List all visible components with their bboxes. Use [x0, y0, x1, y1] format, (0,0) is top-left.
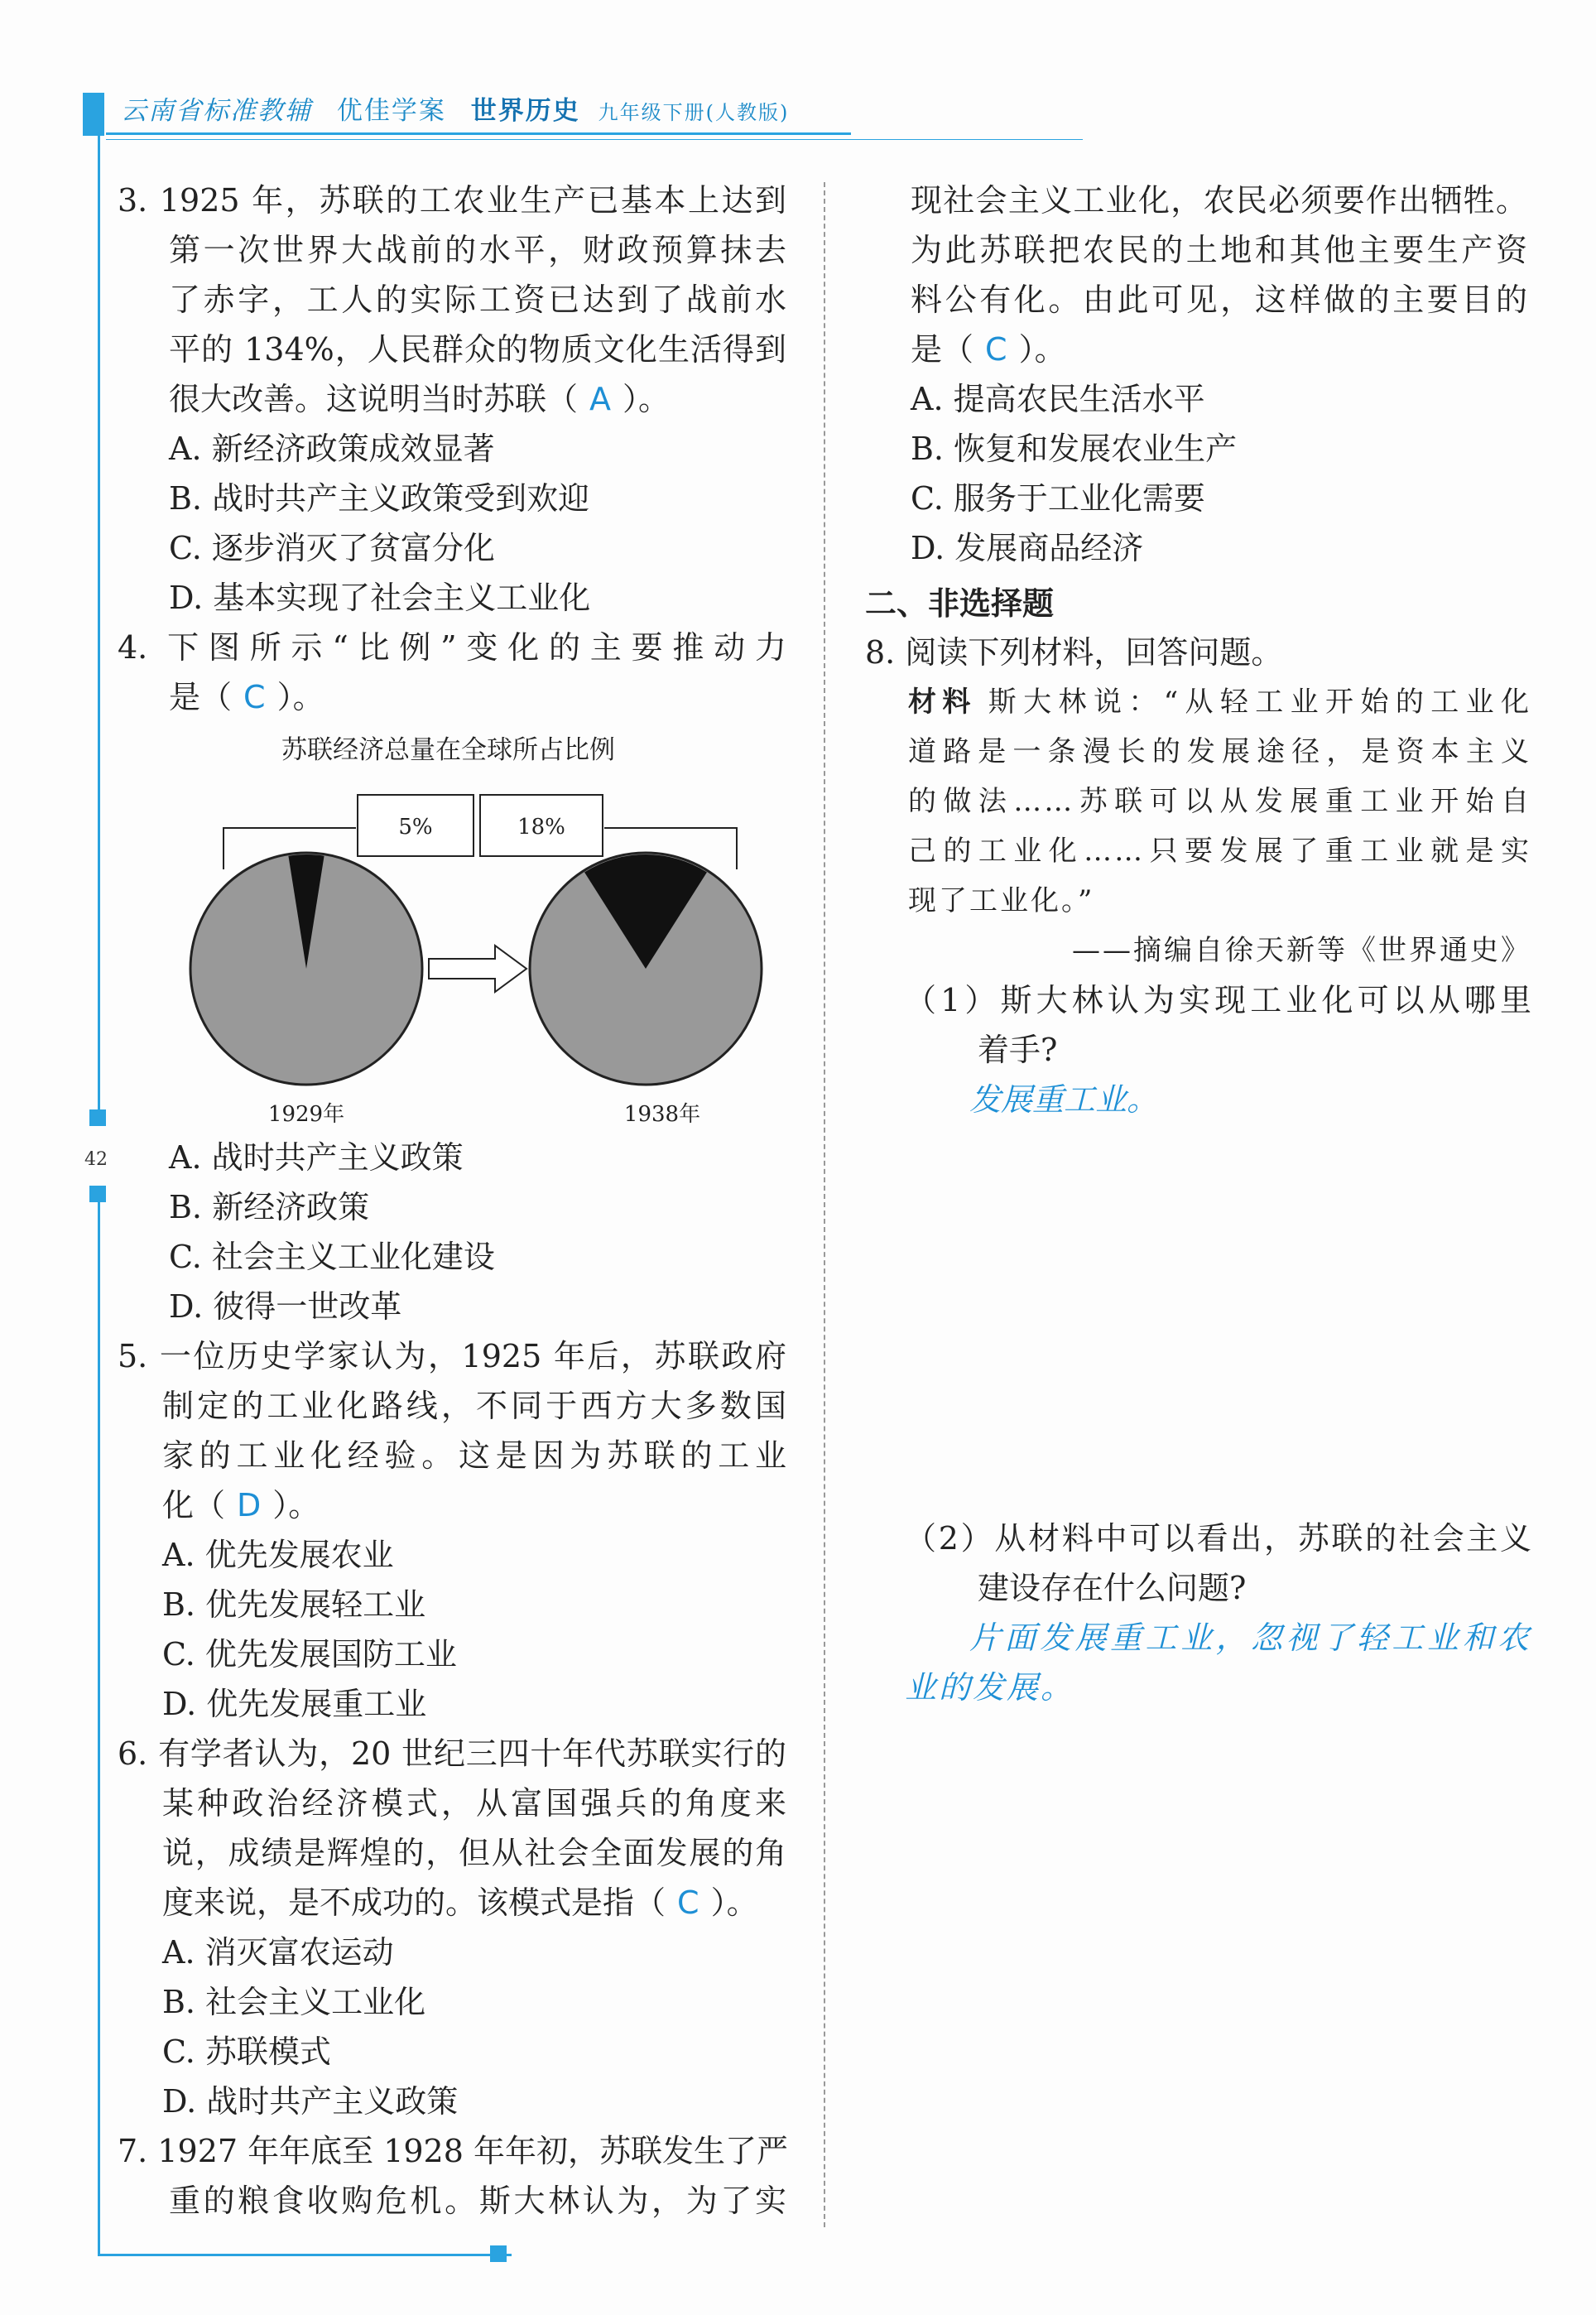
material-source: ——摘编自徐天新等《世界通史》 [1072, 934, 1531, 967]
chart-title: 苏联经济总量在全球所占比例 [281, 735, 615, 765]
pie-value-label-1929: 5% [398, 815, 433, 840]
option-a: A. 提高农民生活水平 [911, 381, 1205, 417]
question-text-line [162, 1480, 786, 1530]
stem-text: 很大改善。这说明当时苏联（ [169, 381, 579, 417]
header-rule-thin [106, 139, 1083, 140]
option-c: C. 苏联模式 [162, 2033, 331, 2070]
column-divider [824, 182, 825, 2227]
question-text-line: 3. 1925 年，苏联的工农业生产已基本上达到 [118, 182, 786, 219]
question-5 [118, 1331, 786, 1729]
option-b: B. 新经济政策 [169, 1189, 370, 1225]
option-c: C. 优先发展国防工业 [162, 1636, 457, 1672]
material-line: 的做法……苏联可以从发展重工业开始自 [908, 785, 1531, 818]
sub-question-text: 建设存在什么问题? [978, 1570, 1247, 1606]
pie-year-label-1938: 1938年 [623, 1102, 701, 1127]
material-line: 现了工业化。” [908, 884, 1095, 917]
answer-choice: D [237, 1487, 262, 1523]
sub-question-2 [905, 1514, 1531, 1712]
bottom-marker [490, 2245, 507, 2262]
answer-choice: C [677, 1884, 699, 1921]
section-title: 二、非选择题 [865, 585, 1055, 622]
option-a: A. 战时共产主义政策 [169, 1139, 464, 1176]
stem-text: ）。 [710, 1884, 758, 1921]
handwritten-answer: 业的发展。 [905, 1669, 1075, 1706]
answer-choice: C [985, 331, 1007, 368]
question-text-line: 某种政治经济模式，从富国强兵的角度来 [162, 1785, 786, 1822]
pie-chart [166, 770, 795, 1143]
pie-value-label-1938: 18% [517, 815, 565, 840]
option-a: A. 优先发展农业 [162, 1537, 394, 1573]
question-text-line [911, 325, 1527, 374]
option-d: D. 基本实现了社会主义工业化 [169, 580, 591, 616]
question-7-continued [911, 176, 1527, 573]
header-series: 云南省标准教辅 [121, 96, 312, 126]
question-3 [118, 176, 786, 623]
question-text-line [118, 672, 786, 722]
question-text-line: 重的粮食收购危机。斯大林认为，为了实 [169, 2183, 786, 2219]
side-rule-top [98, 132, 100, 1118]
question-4-options [169, 1133, 786, 1331]
option-b: B. 优先发展轻工业 [162, 1586, 426, 1623]
option-b: B. 恢复和发展农业生产 [911, 431, 1238, 467]
question-text-line: 料公有化。由此可见，这样做的主要目的 [911, 282, 1527, 318]
question-text-line: 5. 一位历史学家认为，1925 年后，苏联政府 [118, 1338, 786, 1374]
question-text-line: 了赤字，工人的实际工资已达到了战前水 [169, 282, 786, 318]
stem-text: 是（ [169, 679, 233, 715]
question-6 [118, 1729, 786, 2126]
handwritten-answer: 片面发展重工业，忽视了轻工业和农 [969, 1620, 1531, 1656]
header-rule [106, 132, 851, 135]
handwritten-answer: 发展重工业。 [969, 1081, 1159, 1118]
header-title [121, 89, 789, 127]
header-accent-bar [83, 93, 104, 136]
stem-text: 化（ [162, 1487, 226, 1523]
option-b: B. 战时共产主义政策受到欢迎 [169, 480, 590, 517]
question-text-line: 制定的工业化路线，不同于西方大多数国 [162, 1388, 786, 1424]
question-text-line: 现社会主义工业化，农民必须要作出牺牲。 [911, 182, 1527, 219]
sub-question-1 [865, 975, 1531, 1124]
option-d: D. 发展商品经济 [911, 530, 1144, 566]
question-8 [865, 628, 1531, 1124]
material-line: 道路是一条漫长的发展途径，是资本主义 [908, 735, 1531, 768]
question-text-line [169, 374, 786, 424]
arrow-icon [429, 946, 526, 992]
material-line [908, 677, 1531, 727]
question-text-line: 6. 有学者认为，20 世纪三四十年代苏联实行的 [118, 1735, 786, 1772]
question-text-line: 8. 阅读下列材料，回答问题。 [865, 634, 1283, 671]
page-header [83, 83, 1076, 141]
option-a: A. 消灭富农运动 [162, 1934, 394, 1971]
option-d: D. 战时共产主义政策 [162, 2083, 459, 2120]
answer-choice: C [243, 679, 266, 715]
pie-year-label-1929: 1929年 [267, 1102, 345, 1127]
question-text-line: 平的 134%，人民群众的物质文化生活得到 [169, 331, 786, 368]
question-4 [118, 623, 786, 722]
sub-question-text: （1）斯大林认为实现工业化可以从哪里 [905, 982, 1531, 1018]
question-text-line: 第一次世界大战前的水平，财政预算抹去 [169, 232, 786, 268]
side-rule-bottom [98, 1192, 100, 2256]
sub-question-text: （2）从材料中可以看出，苏联的社会主义 [905, 1520, 1531, 1557]
material-text: 斯大林说：“从轻工业开始的工业化 [988, 686, 1531, 719]
page-number: 42 [84, 1149, 108, 1170]
stem-text: ）。 [272, 1487, 320, 1523]
question-text-line: 说，成绩是辉煌的，但从社会全面发展的角 [162, 1835, 786, 1871]
option-a: A. 新经济政策成效显著 [169, 431, 495, 467]
question-text-line: 7. 1927 年年底至 1928 年年初，苏联发生了严 [118, 2133, 788, 2169]
option-b: B. 社会主义工业化 [162, 1984, 426, 2020]
header-book: 优佳学案 [336, 96, 446, 126]
sub-question-text: 着手? [978, 1032, 1058, 1068]
option-c: C. 服务于工业化需要 [911, 480, 1205, 517]
stem-text: ）。 [1018, 331, 1066, 368]
option-d: D. 彼得一世改革 [169, 1288, 402, 1325]
header-subject: 世界历史 [470, 96, 580, 126]
question-text-line: 4. 下图所示“比例”变化的主要推动力 [118, 629, 786, 666]
material-label: 材料 [908, 686, 977, 719]
material-block [865, 677, 1531, 975]
question-text-line [162, 1878, 786, 1928]
bottom-rule [98, 2254, 512, 2256]
side-marker [89, 1109, 106, 1126]
stem-text: ）。 [623, 381, 671, 417]
material-line: 己的工业化……只要发展了重工业就是实 [908, 835, 1531, 868]
stem-text: 是（ [911, 331, 974, 368]
answer-choice: A [589, 381, 612, 417]
question-7 [118, 2126, 786, 2226]
option-c: C. 社会主义工业化建设 [169, 1239, 495, 1275]
stem-text: 度来说，是不成功的。该模式是指（ [162, 1884, 666, 1921]
question-text-line: 家的工业化经验。这是因为苏联的工业 [162, 1437, 786, 1474]
question-text-line: 为此苏联把农民的土地和其他主要生产资 [911, 232, 1527, 268]
header-grade: 九年级下册(人教版) [598, 101, 790, 124]
option-c: C. 逐步消灭了贫富分化 [169, 530, 495, 566]
option-d: D. 优先发展重工业 [162, 1686, 427, 1722]
stem-text: ）。 [276, 679, 324, 715]
